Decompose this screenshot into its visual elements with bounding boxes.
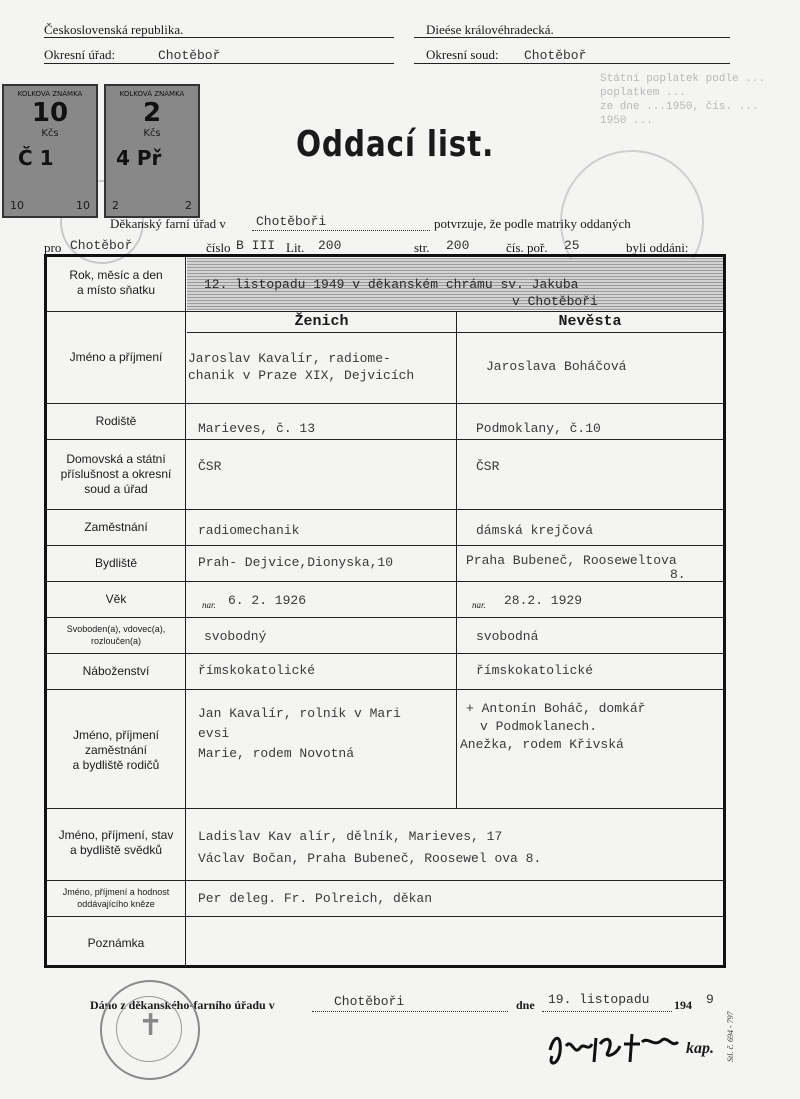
row-rule: [47, 403, 723, 404]
citizenship-label-line: Domovská a státní: [66, 452, 166, 466]
bride-residence: [466, 552, 686, 583]
signature: [544, 1022, 684, 1072]
bride-birthdate: 28.2. 1929: [504, 593, 583, 608]
groom-parents-line: Jan Kavalír, rolník v Mari: [198, 706, 401, 721]
bride-parents: [460, 700, 645, 754]
groom-name: [188, 350, 414, 384]
stamp-overprint: 4 Př: [116, 146, 162, 170]
fee-note: [600, 72, 765, 128]
bride-header: Nevěsta: [558, 313, 622, 330]
name-label: Jméno a příjmení: [69, 350, 163, 364]
bride-occupation: dámská krejčová: [476, 523, 594, 538]
header-rule: [414, 63, 730, 64]
byli-text: byli oddáni:: [626, 240, 689, 255]
bride-name: Jaroslava Boháčová: [486, 359, 627, 374]
birthplace-label: Rodiště: [95, 414, 137, 428]
date-value: [204, 276, 598, 310]
district-office-label: Okresní úřad:: [44, 47, 116, 62]
citizenship-label-line: soud a úřad: [84, 482, 148, 496]
pro-value: Chotěboř: [70, 238, 133, 253]
date-label-line: Rok, měsíc a den: [69, 268, 163, 282]
cislo-label: číslo: [206, 240, 231, 255]
row-rule: [47, 311, 723, 312]
date-value-line: 12. listopadu 1949 v děkanském chrámu sv. Jakuba: [204, 277, 579, 292]
groom-citizenship: ČSR: [198, 459, 222, 474]
marital-status-label-line: Svoboden(a), vdovec(a),: [66, 624, 166, 634]
groom-bride-divider: [456, 312, 457, 808]
groom-name-line: chanik v Praze XIX, Dejvicích: [188, 368, 415, 383]
pro-label: pro: [44, 240, 62, 255]
witnesses-label-line: Jméno, příjmení, stav: [58, 828, 174, 842]
groom-birthplace: Marieves, č. 13: [198, 421, 316, 436]
diocese-label: Dieése královéhradecká.: [426, 22, 554, 37]
parents-label-line: Jméno, příjmení: [72, 728, 160, 742]
groom-born-prefix: nar.: [202, 600, 216, 610]
district-court-value: Chotěboř: [524, 48, 587, 63]
stamp-value: 2: [142, 98, 162, 128]
groom-marital-status: svobodný: [204, 629, 267, 644]
row-rule: [47, 808, 723, 809]
year-prefix: 194: [674, 998, 692, 1012]
office-place-underline: [252, 230, 430, 231]
str-label: str.: [414, 240, 430, 255]
groom-birthdate: 6. 2. 1926: [228, 593, 307, 608]
stamp-corner: 2: [185, 199, 192, 212]
stamp-value: 10: [31, 98, 69, 128]
priest-value: Per deleg. Fr. Polreich, děkan: [198, 891, 433, 906]
note-label: Poznámka: [87, 936, 145, 950]
cross-icon: ✝: [138, 1008, 164, 1043]
date-underline: [542, 1011, 672, 1012]
form-code: Stl. č. 694 - 797: [726, 1011, 735, 1062]
given-label: Dáno z děkanského-farního úřadu v: [90, 998, 275, 1012]
row-rule: [47, 689, 723, 690]
district-court-label: Okresní soud:: [426, 47, 499, 62]
groom-occupation: radiomechanik: [198, 523, 300, 538]
witnesses-value: [198, 826, 541, 870]
age-label: Věk: [105, 592, 127, 606]
witnesses-label-line: a bydliště svědků: [69, 843, 163, 857]
row-rule: [47, 439, 723, 440]
parents-label-line: zaměstnání: [84, 743, 148, 757]
witness-line: Václav Bočan, Praha Bubeneč, Roosewel ova 8.: [198, 851, 542, 866]
str-value: 200: [446, 238, 470, 253]
stamp-caption: KOLKOVÁ ZNÁMKA: [17, 90, 83, 98]
year-digit: 9: [706, 992, 714, 1007]
groom-header: Ženich: [294, 313, 349, 330]
marital-status-label-line: rozloučen(a): [90, 636, 142, 646]
date-value-line: v Chotěboři: [512, 294, 598, 309]
revenue-stamp-2: [104, 84, 200, 218]
bride-residence-line: Praha Bubeneč, Rooseweltova: [466, 553, 677, 568]
fee-note-line: 1950 ...: [600, 115, 653, 127]
bride-parents-line: Anežka, rodem Křivská: [460, 737, 624, 752]
fee-note-line: ze dne ...1950, čís. ...: [600, 101, 759, 113]
office-prefix: Děkanský farní úřad v: [110, 216, 226, 231]
row-rule: [47, 545, 723, 546]
stamp-corner: 10: [10, 199, 24, 212]
citizenship-label: [47, 452, 185, 497]
stamp-caption: KOLKOVÁ ZNÁMKA: [119, 90, 185, 98]
priest-label-line: oddávajícího kněze: [77, 899, 155, 909]
fee-note-line: Státní poplatek podle ...: [600, 73, 766, 85]
witness-line: Ladislav Kav alír, dělník, Marieves, 17: [198, 829, 503, 844]
header-rule: [44, 63, 394, 64]
stamp-overprint: Č 1: [18, 146, 54, 170]
bride-parents-line: v Podmoklanech.: [480, 719, 598, 734]
row-rule: [47, 509, 723, 510]
header-rule: [44, 37, 394, 38]
occupation-label: Zaměstnání: [84, 520, 148, 534]
row-rule: [47, 617, 723, 618]
bride-parents-line: + Antonín Boháč, domkář: [466, 701, 646, 716]
date-label: [47, 268, 185, 298]
groom-residence: Prah- Dejvice,Dionyska,10: [198, 555, 394, 570]
row-rule: [47, 653, 723, 654]
witnesses-label: [47, 828, 185, 858]
parents-label-line: a bydliště rodičů: [72, 758, 160, 772]
groom-religion: římskokatolické: [198, 663, 316, 678]
cis-por-label: čís. poř.: [506, 240, 548, 255]
confirms-text: potvrzuje, že podle matriky oddaných: [434, 216, 631, 231]
label-column-divider: [185, 257, 186, 965]
office-place: Chotěboři: [256, 214, 327, 229]
header-rule: [414, 37, 730, 38]
groom-name-line: Jaroslav Kavalír, radiome-: [188, 351, 391, 366]
cislo-value: B III: [236, 238, 276, 253]
fee-note-line: poplatkem ...: [600, 87, 686, 99]
revenue-stamp-10: [2, 84, 98, 218]
bride-citizenship: ČSR: [476, 459, 500, 474]
signature-suffix: kap.: [686, 1040, 714, 1057]
given-place: Chotěboři: [334, 994, 405, 1009]
row-rule: [47, 916, 723, 917]
district-office-value: Chotěboř: [158, 48, 221, 63]
stamp-currency: Kčs: [41, 128, 59, 139]
religion-label: Náboženství: [82, 664, 150, 678]
bride-residence-line: 8.: [670, 567, 686, 582]
groom-parents: [198, 704, 401, 764]
parish-seal: [100, 980, 200, 1080]
residence-label: Bydliště: [94, 556, 138, 570]
groom-parents-line: evsi: [198, 726, 230, 741]
parents-label: [47, 728, 185, 773]
country-label: Československá republika.: [44, 22, 184, 37]
bride-born-prefix: nar.: [472, 600, 486, 610]
dne-label: dne: [516, 998, 535, 1012]
stamp-currency: Kčs: [143, 128, 161, 139]
bride-birthplace: Podmoklany, č.10: [476, 421, 601, 436]
priest-label-line: Jméno, příjmení a hodnost: [62, 887, 170, 897]
document-title: Oddací list.: [296, 124, 495, 165]
row-rule: [47, 880, 723, 881]
bride-marital-status: svobodná: [476, 629, 539, 644]
stamp-corner: 2: [112, 199, 119, 212]
citizenship-label-line: příslušnost a okresní: [60, 467, 172, 481]
row-rule: [187, 332, 723, 333]
bride-religion: římskokatolické: [476, 663, 594, 678]
date-given: 19. listopadu: [548, 992, 650, 1007]
groom-parents-line: Marie, rodem Novotná: [198, 746, 355, 761]
given-place-underline: [312, 1011, 508, 1012]
priest-label: [47, 886, 185, 910]
lit-value: 200: [318, 238, 342, 253]
lit-label: Lit.: [286, 240, 305, 255]
date-label-line: a místo sňatku: [76, 283, 156, 297]
marital-status-label: [47, 623, 185, 647]
cis-por-value: 25: [564, 238, 580, 253]
stamp-corner: 10: [76, 199, 90, 212]
